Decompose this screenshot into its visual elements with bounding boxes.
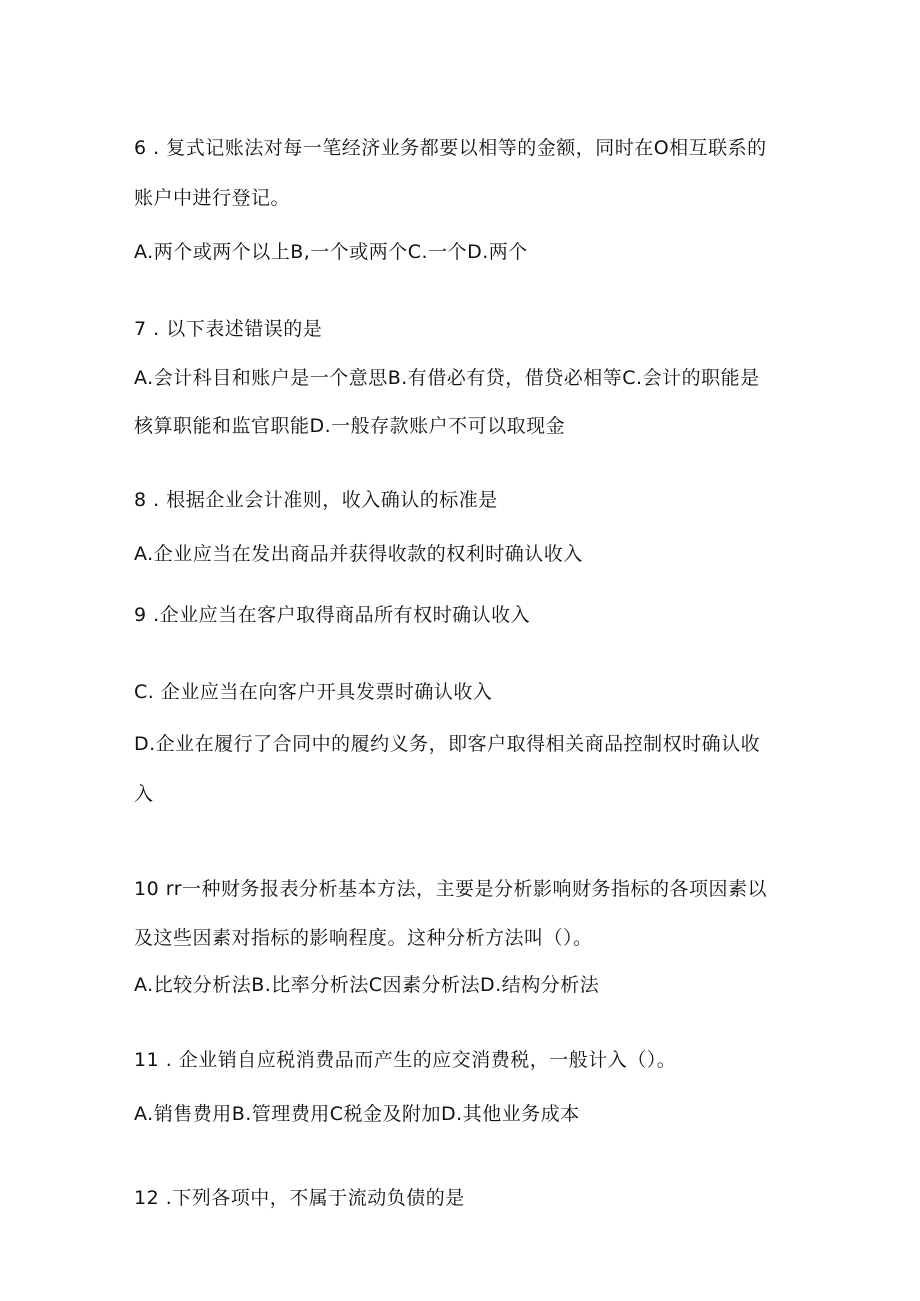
question-7-options-line-2: 核算职能和监官职能D.一般存款账户不可以取现金 [134,415,566,437]
question-10-options: A.比较分析法B.比率分析法C因素分析法D.结构分析法 [134,974,600,996]
question-6-line-1: 6 . 复式记账法对每一笔经济业务都要以相等的金额，同时在O相互联系的 [134,137,767,159]
question-9-option-d-line-2: 入 [134,783,154,805]
question-8-option-a: A.企业应当在发出商品并获得收款的权利时确认收入 [134,543,583,565]
question-6-line-2: 账户中进行登记。 [134,187,291,209]
question-6-options: A.两个或两个以上B,一个或两个C.一个D.两个 [134,241,528,263]
question-9-stem: 9 .企业应当在客户取得商品所有权时确认收入 [134,604,531,626]
question-7-options-line-1: A.会计科目和账户是一个意思B.有借必有贷，借贷必相等C.会计的职能是 [134,367,760,389]
question-11-stem: 11 . 企业销自应税消费品而产生的应交消费税，一般计入（）。 [134,1049,677,1071]
question-10-line-2: 及这些因素对指标的影响程度。这种分析方法叫（）。 [134,927,593,949]
question-12-stem: 12 .下列各项中，不属于流动负债的是 [134,1187,465,1209]
question-9-option-c: C. 企业应当在向客户开具发票时确认收入 [134,681,493,703]
question-8-stem: 8 . 根据企业会计准则，收入确认的标准是 [134,489,498,511]
question-9-option-d-line-1: D.企业在履行了合同中的履约义务，即客户取得相关商品控制权时确认收 [134,733,761,755]
question-7-stem: 7 . 以下表述错误的是 [134,318,323,340]
question-10-line-1: 10 rr一种财务报表分析基本方法，主要是分析影响财务指标的各项因素以 [134,878,768,900]
question-11-options: A.销售费用B.管理费用C税金及附加D.其他业务成本 [134,1103,580,1125]
